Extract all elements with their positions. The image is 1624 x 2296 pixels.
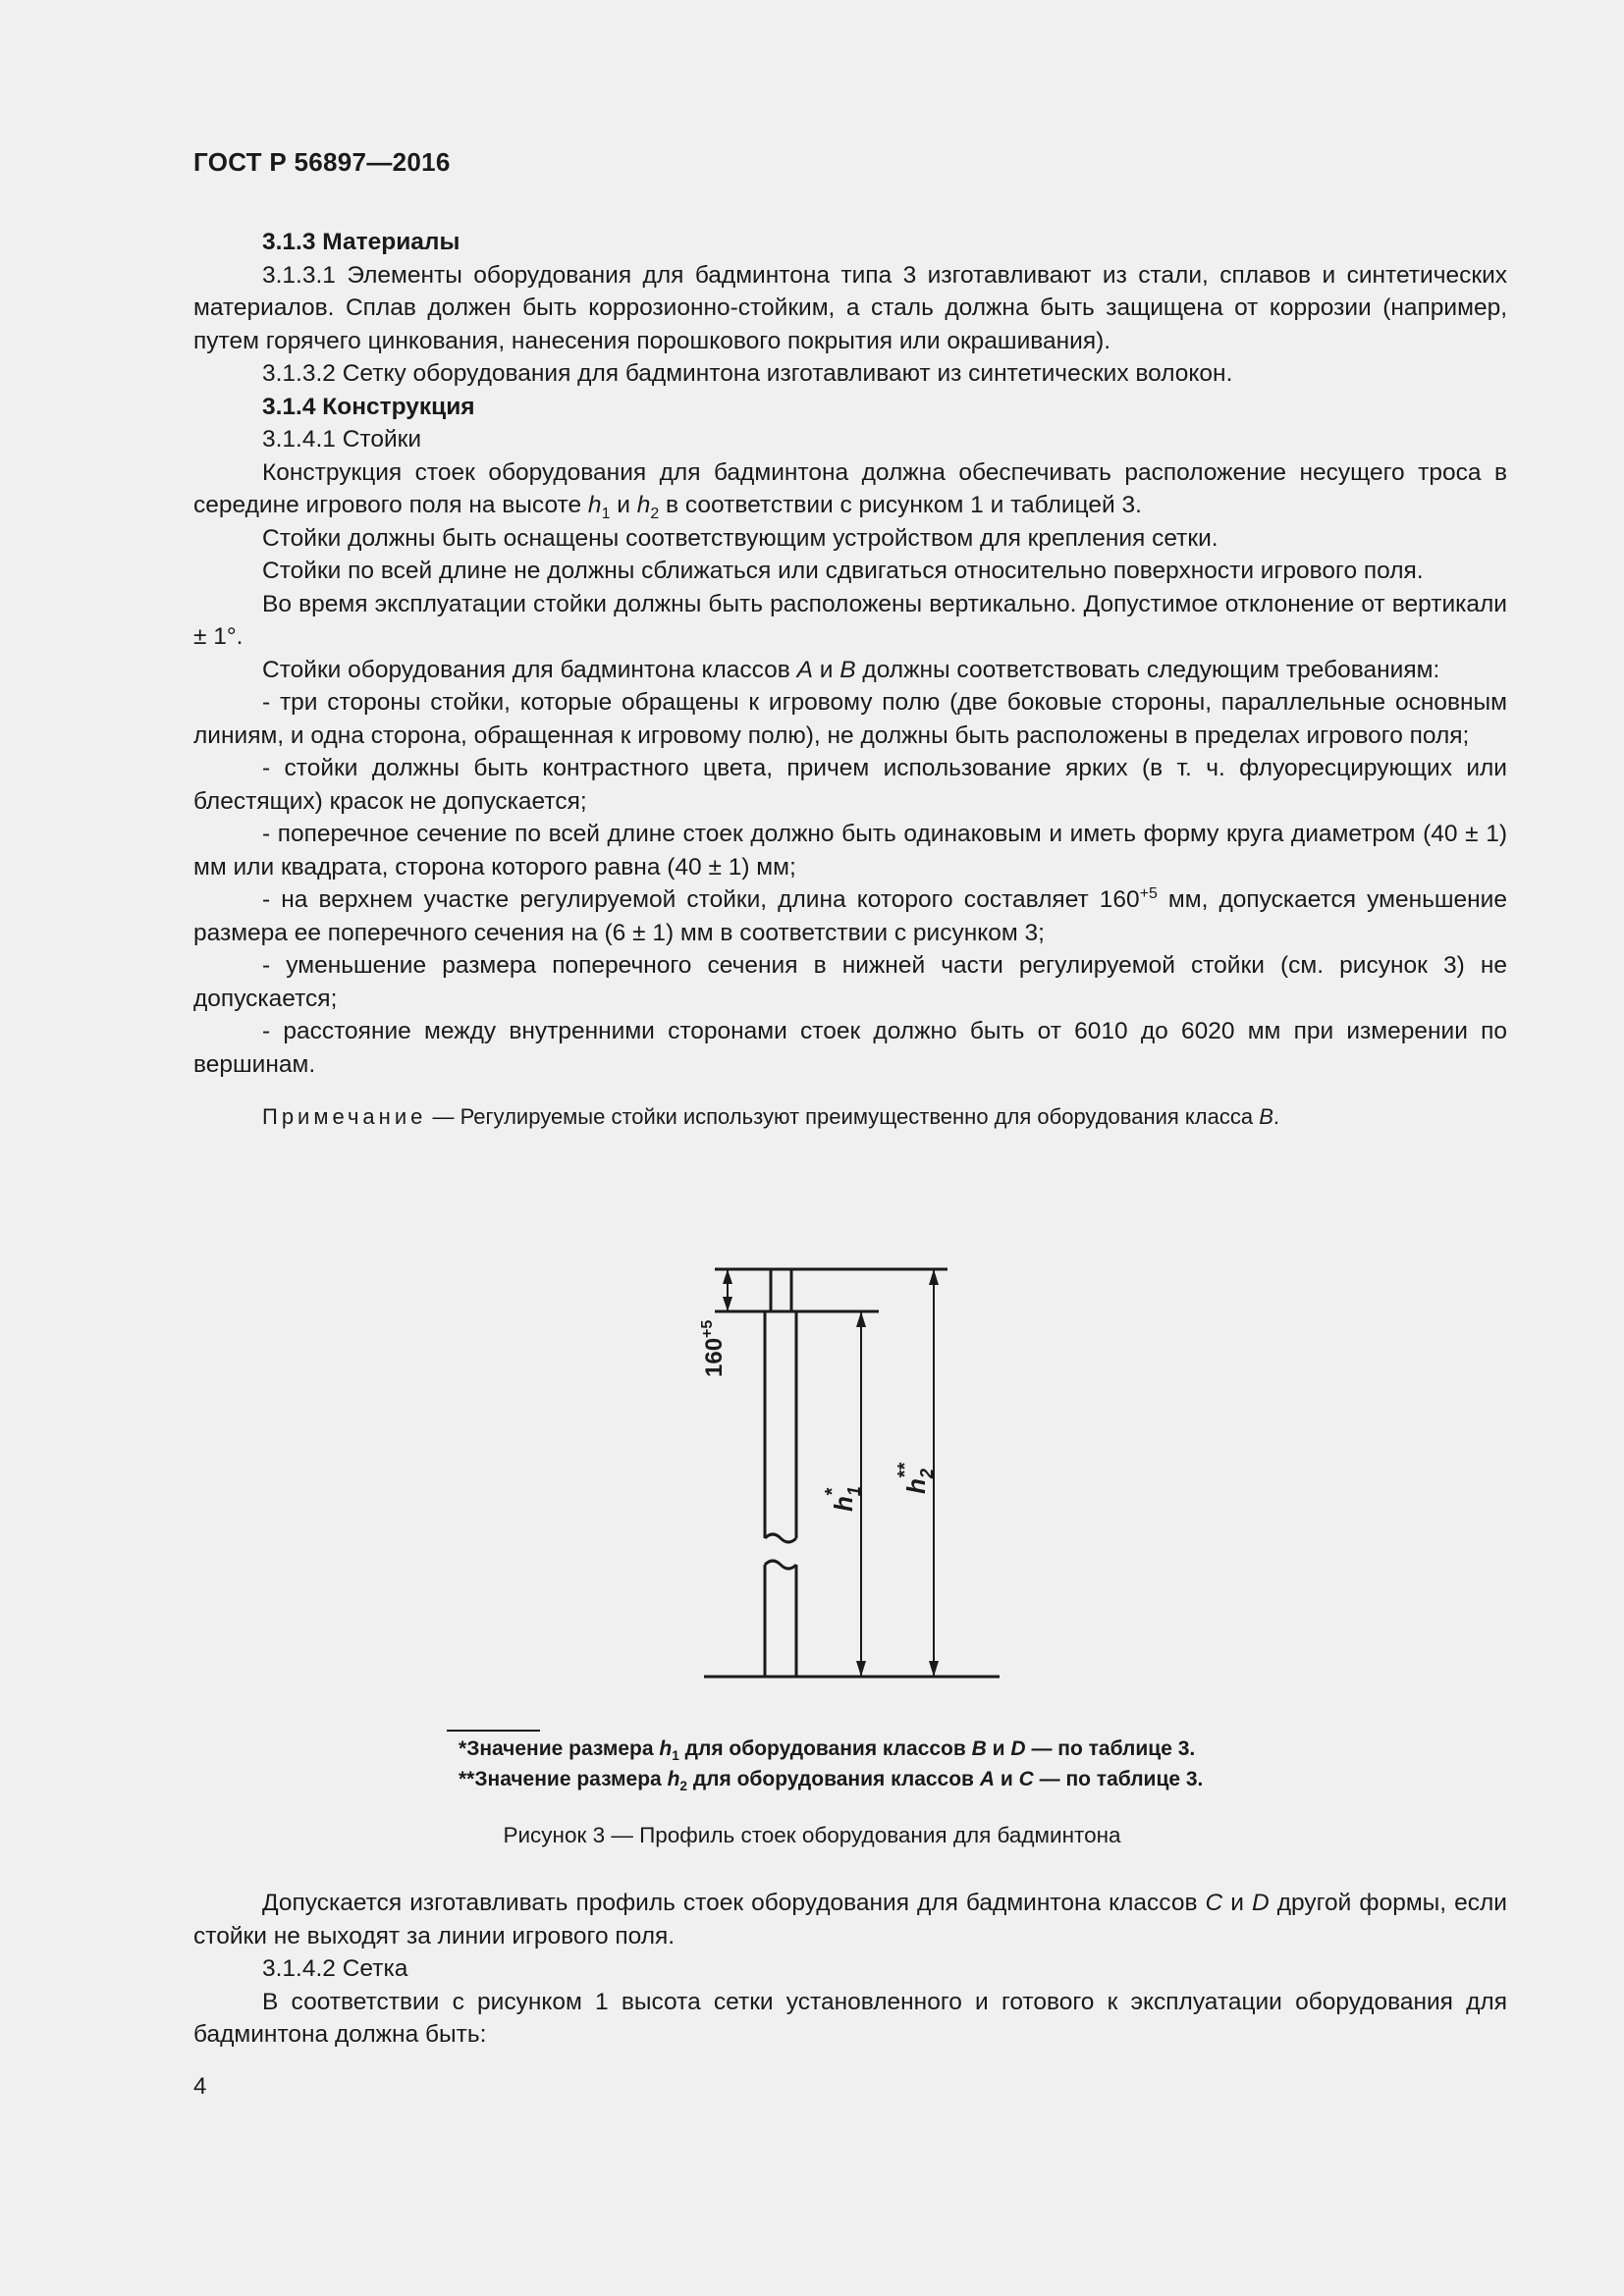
list-item: - три стороны стойки, которые обращены к игровому полю (две боковые стороны, параллельные основным линиям, и одна сторона, обращенная к игровому полю), не должны быть расположены в пределах игрового поля; <box>193 689 1507 749</box>
paragraph-other-shape: Допускается изготавливать профиль стоек оборудования для бадминтона классов C и D другой формы, если стойки не выходят за линии игрового поля. <box>193 1890 1507 1949</box>
main-text-continued <box>193 1887 1507 2052</box>
main-text <box>193 226 1507 1134</box>
list-item: - расстояние между внутренними сторонами стоек должно быть от 6010 до 6020 мм при измерении по вершинам. <box>193 1018 1507 1078</box>
page-number: 4 <box>193 2073 207 2100</box>
paragraph-net-height: В соответствии с рисунком 1 высота сетки установленного и готового к эксплуатации оборудования для бадминтона должна быть: <box>193 1988 1507 2048</box>
list-item: - уменьшение размера поперечного сечения в нижней части регулируемой стойки (см. рисунок 3) не допускается; <box>193 952 1507 1012</box>
list-item: - стойки должны быть контрастного цвета, причем использование ярких (в т. ч. флуоресцирующих или блестящих) красок не допускается; <box>193 755 1507 815</box>
dimension-160-label: $160^{+5}$ <box>699 1319 728 1377</box>
paragraph-net-fixing: Стойки должны быть оснащены соответствующим устройством для крепления сетки. <box>262 524 1218 552</box>
figure-caption: Рисунок 3 — Профиль стоек оборудования для бадминтона <box>503 1823 1121 1847</box>
figure-post-profile <box>0 1247 1624 1777</box>
footnote-separator <box>447 1730 540 1732</box>
footnote-h2: **Значение размера $h_2$ для оборудования классов A и C — по таблице 3. <box>459 1768 1204 1794</box>
paragraph-no-shift: Стойки по всей длине не должны сближаться или сдвигаться относительно поверхности игрового поля. <box>262 558 1424 584</box>
list-item: - поперечное сечение по всей длине стоек должно быть одинаковым и иметь форму круга диаметром (40 ± 1) мм или квадрата, сторона которого равна (40 ± 1) мм; <box>193 821 1507 881</box>
footnote-h1: *Значение размера $h_1$ для оборудования классов B и D — по таблице 3. <box>459 1737 1196 1764</box>
dimension-h2-label: $h_2**$ <box>894 1463 937 1494</box>
note: Примечание — Регулируемые стойки используют преимущественно для оборудования класса B. <box>262 1104 1280 1129</box>
paragraph-rope-height: Конструкция стоек оборудования для бадминтона должна обеспечивать расположение несущего троса в середине игрового поля на высоте $h_1$ и $h_2$ в соответствии с рисунком 1 и таблицей 3. <box>193 458 1507 522</box>
section-3-1-3-heading: 3.1.3 Материалы <box>262 229 460 255</box>
section-3-1-4-1-heading: 3.1.4.1 Стойки <box>262 426 422 453</box>
post-profile-drawing <box>0 1247 1624 1777</box>
paragraph-3-1-3-1: 3.1.3.1 Элементы оборудования для бадминтона типа 3 изготавливают из стали, сплавов и синтетических материалов. Сплав должен быть коррозионно-стойким, а сталь должна быть защищена от коррозии (например, путем горячего цинкования, нанесения порошкового покрытия или окрашивания). <box>193 261 1507 354</box>
document-header: ГОСТ Р 56897—2016 <box>193 147 451 177</box>
paragraph-3-1-3-2: 3.1.3.2 Сетку оборудования для бадминтона изготавливают из синтетических волокон. <box>262 360 1233 387</box>
list-item: - на верхнем участке регулируемой стойки, длина которого составляет $160^{+5}$ мм, допускается уменьшение размера ее поперечного сечения на (6 ± 1) мм в соответствии с рисунком 3; <box>193 884 1507 946</box>
dimension-h1-label: $h_1*$ <box>822 1486 864 1512</box>
section-3-1-4-heading: 3.1.4 Конструкция <box>262 393 475 420</box>
paragraph-vertical: Во время эксплуатации стойки должны быть расположены вертикально. Допустимое отклонение от вертикали ± 1°. <box>193 590 1507 650</box>
paragraph-class-requirements: Стойки оборудования для бадминтона классов A и B должны соответствовать следующим требованиям: <box>262 656 1440 683</box>
section-3-1-4-2-heading: 3.1.4.2 Сетка <box>262 1955 408 1982</box>
